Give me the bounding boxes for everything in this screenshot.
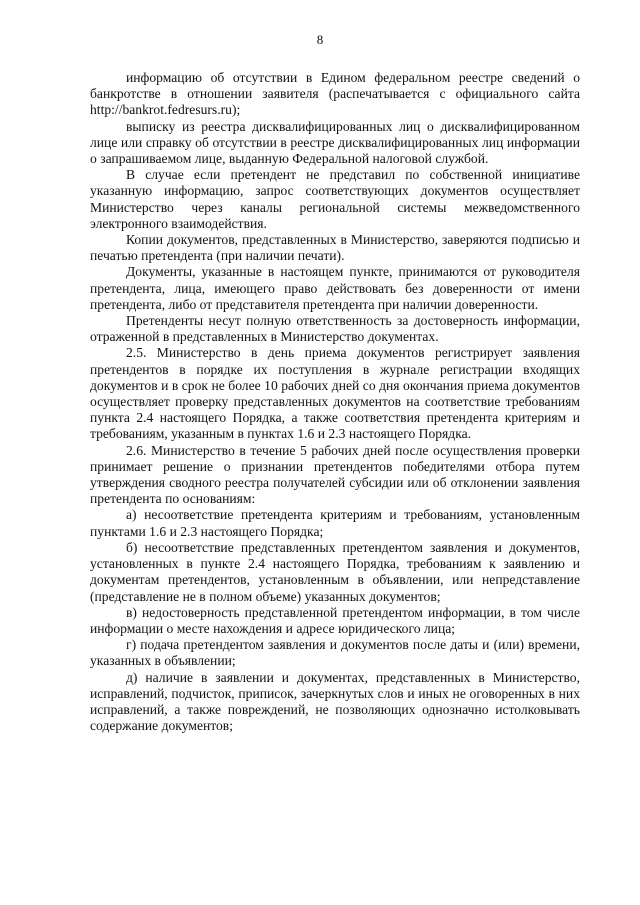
paragraph-interagency-request: В случае если претендент не представил по собственной инициативе указанную информацию, запрос соответствующих документов осуществляет Министерство через каналы региональной системы межведомственного электронного взаимодействия. bbox=[90, 167, 580, 231]
paragraph-ground-g: г) подача претендентом заявления и документов после даты и (или) времени, указанных в объявлении; bbox=[90, 637, 580, 669]
paragraph-ground-d: д) наличие в заявлении и документах, представленных в Министерство, исправлений, подчисток, приписок, зачеркнутых слов и иных не оговоренных в них исправлений, а также повреждений, не позволяющих однозначно истолковывать содержание документов; bbox=[90, 669, 580, 734]
paragraph-bankruptcy-info: информацию об отсутствии в Едином федеральном реестре сведений о банкротстве в отношении заявителя (распечатывается с официального сайта http://bankrot.fedresurs.ru); bbox=[90, 70, 580, 118]
paragraph-responsibility: Претенденты несут полную ответственность за достоверность информации, отраженной в представленных в Министерство документах. bbox=[90, 313, 580, 345]
paragraph-documents-acceptance: Документы, указанные в настоящем пункте, принимаются от руководителя претендента, лица, имеющего право действовать без доверенности от имени претендента, либо от представителя претендента при наличии доверенности. bbox=[90, 264, 580, 312]
paragraph-copies-certification: Копии документов, представленных в Министерство, заверяются подписью и печатью претендента (при наличии печати). bbox=[90, 232, 580, 264]
paragraph-section-2-5: 2.5. Министерство в день приема документов регистрирует заявления претендентов в порядке их поступления в журнале регистрации входящих документов и в срок не более 10 рабочих дней со дня окончания приема документов осуществляет проверку представленных документов на соответствие требованиям пункта 2.4 настоящего Порядка, а также соответствия претендента критериям и требованиям, указанным в пунктах 1.6 и 2.3 настоящего Порядка. bbox=[90, 345, 580, 442]
page-number: 8 bbox=[316, 32, 324, 47]
paragraph-section-2-6: 2.6. Министерство в течение 5 рабочих дней после осуществления проверки принимает решение о признании претендентов победителями отбора путем утверждения сводного реестра получателей субсидии или об отклонении заявления претендента по основаниям: bbox=[90, 442, 580, 507]
paragraph-ground-a: а) несоответствие претендента критериям и требованиям, установленным пунктами 1.6 и 2.3 настоящего Порядка; bbox=[90, 507, 580, 539]
paragraph-ground-b: б) несоответствие представленных претендентом заявления и документов, установленных в пункте 2.4 настоящего Порядка, требованиям к заявлению и документам претендентов, установленным в объявлении, или непредставление (представление не в полном объеме) указанных документов; bbox=[90, 539, 580, 604]
paragraph-disqualified-extract: выписку из реестра дисквалифицированных лиц о дисквалифицированном лице или справку об отсутствии в реестре дисквалифицированных лиц информации о запрашиваемом лице, выданную Федеральной налоговой службой. bbox=[90, 118, 580, 167]
document-body bbox=[90, 70, 580, 734]
paragraph-ground-v: в) недостоверность представленной претендентом информации, в том числе информации о месте нахождения и адресе юридического лица; bbox=[90, 604, 580, 636]
